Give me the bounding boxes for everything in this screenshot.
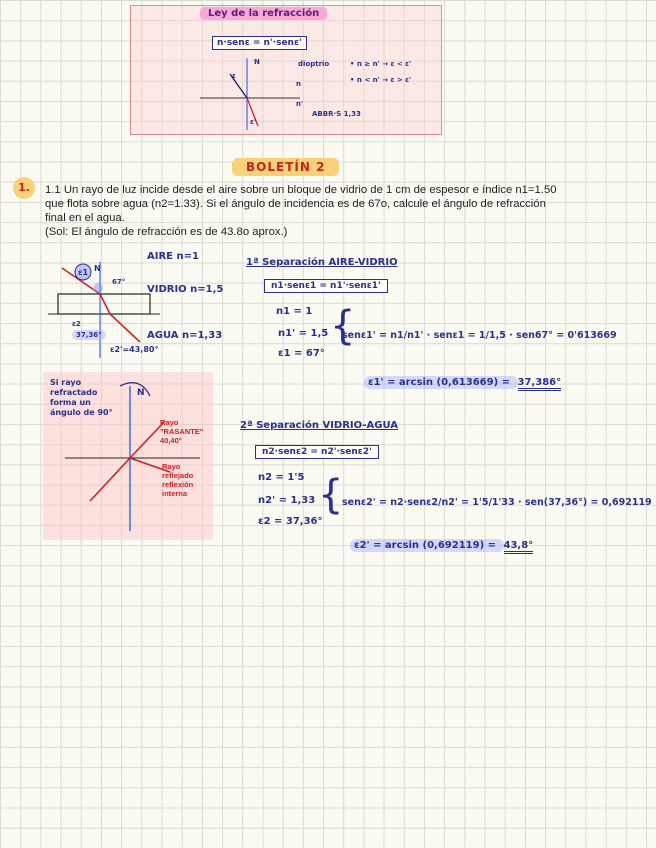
reflected-ray-label: Rayo reflejado reflexión interna	[162, 462, 194, 498]
case-two: • n < n' → ε > ε'	[350, 76, 412, 84]
boletin-heading: BOLETÍN 2	[232, 158, 339, 176]
medium-label: dioptrio	[298, 60, 330, 68]
medium-n: n	[296, 80, 301, 88]
problem-line: que flota sobre agua (n2=1.33). Si el ángulo de incidencia es de 67o, calcule el ángulo de refracción	[45, 198, 546, 210]
brace: {	[330, 303, 356, 349]
e2-prime-label: ε2'=43,80°	[110, 345, 159, 354]
water-label: AGUA n=1,33	[147, 330, 223, 341]
medium-n-prime: n'	[296, 100, 304, 108]
internal-reflection-sketch	[60, 376, 210, 536]
glass-label: VIDRIO n=1,5	[147, 284, 224, 295]
normal-label: N	[254, 58, 260, 66]
step1-law: n1·senε1 = n1'·senε1'	[264, 279, 388, 293]
angle-top: 67°	[112, 278, 126, 286]
glass-ray	[100, 294, 110, 314]
step1-result-lhs: ε1' = arcsin (0,613669) =	[364, 376, 518, 389]
angle-glass: 37,36°	[72, 330, 106, 340]
step2-e2: ε2 = 37,36°	[258, 516, 323, 527]
step1-equation: senε1' = n1/n1' · senε1 = 1/1,5 · sen67° = 0'613669	[342, 330, 617, 341]
refraction-law-title: Ley de la refracción	[200, 7, 327, 20]
normal-label: N	[94, 264, 101, 273]
step1-e1: ε1 = 67°	[278, 348, 325, 359]
bottom-note: ABBR·S 1,33	[312, 110, 361, 118]
refraction-law-formula: n·senε = n'·senε'	[212, 36, 307, 50]
step1-n1-prime: n1' = 1,5	[278, 328, 329, 339]
air-label: AIRE n=1	[147, 251, 199, 262]
e2-label: ε2	[72, 320, 81, 328]
angle-epsilon: ε	[232, 72, 236, 80]
tir-normal-label: N	[137, 388, 145, 398]
step2-law: n2·senε2 = n2'·senε2'	[255, 445, 379, 459]
step2-equation: senε2' = n2·senε2/n2' = 1'5/1'33 · sen(37,36°) = 0,692119	[342, 497, 652, 508]
brace: {	[318, 472, 344, 518]
step2-n2-prime: n2' = 1,33	[258, 495, 316, 506]
e1-label: ε1	[78, 268, 89, 277]
step1-result-value: 37,386°	[518, 377, 562, 391]
step1-title: 1ª Separación AIRE-VIDRIO	[246, 257, 398, 268]
water-ray	[110, 314, 140, 342]
step1-n1: n1 = 1	[276, 306, 313, 317]
glass-block	[58, 294, 150, 314]
step1-result	[364, 377, 561, 388]
step2-result-lhs: ε2' = arcsin (0,692119) =	[350, 539, 504, 552]
step2-result	[350, 540, 533, 551]
grazing-ray-label: Rayo "RASANTE" 40,40°	[160, 418, 204, 445]
tir-note: Si rayo refractado forma un ángulo de 90°	[50, 378, 113, 417]
step2-title: 2ª Separación VIDRIO-AGUA	[240, 420, 398, 431]
step2-n2: n2 = 1'5	[258, 472, 305, 483]
case-one: • n ≥ n' → ε < ε'	[350, 60, 412, 68]
incident-ray	[90, 458, 130, 501]
angle-epsilon-prime: ε'	[250, 118, 257, 126]
problem-number-badge: 1.	[13, 177, 35, 199]
problem-line: 1.1 Un rayo de luz incide desde el aire sobre un bloque de vidrio de 1 cm de espesor e índice n1=1.50	[45, 184, 557, 196]
problem-statement	[45, 183, 635, 239]
problem-line: final en el agua.	[45, 212, 125, 224]
solution-line: (Sol: El ángulo de refracción es de 43.8o aprox.)	[45, 226, 288, 238]
step2-result-value: 43,8°	[504, 540, 534, 554]
